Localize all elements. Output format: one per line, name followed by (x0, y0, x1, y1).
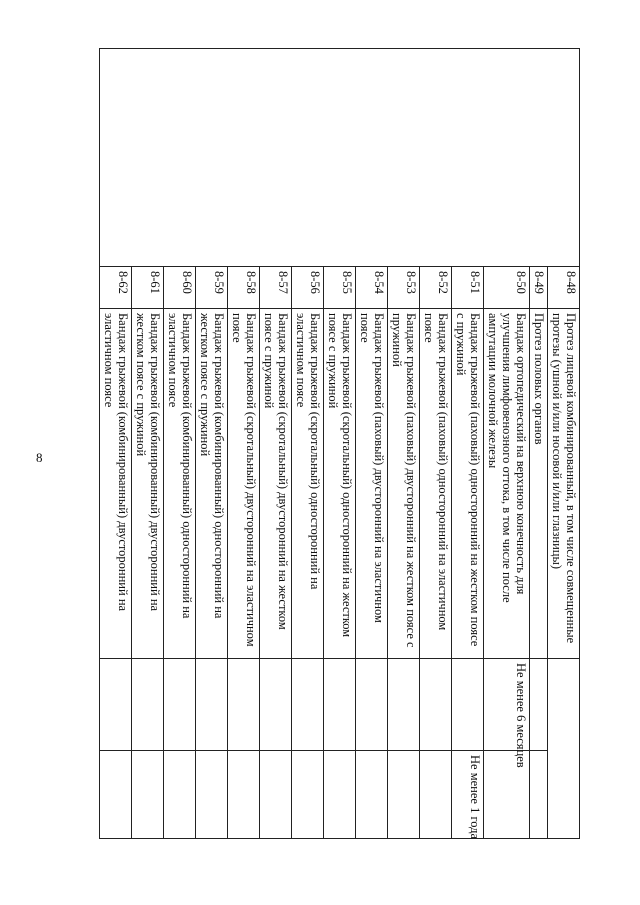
code-cell: 8-59 (196, 267, 228, 309)
code-cell: 8-51 (452, 267, 484, 309)
term-cell (260, 751, 292, 839)
term-cell (388, 751, 420, 839)
term-cell (420, 751, 452, 839)
name-cell: Бандаж грыжевой (скротальный) односторонний на эластичном поясе (292, 309, 324, 659)
term-cell (132, 751, 164, 839)
code-cell: 8-60 (164, 267, 196, 309)
name-cell: Бандаж грыжевой (паховый) односторонний на жестком поясе с пружиной (452, 309, 484, 659)
page-number: 8 (36, 450, 43, 465)
term-cell (388, 659, 420, 751)
term-cell (164, 751, 196, 839)
code-cell: 8-49 (530, 267, 548, 309)
name-cell: Бандаж грыжевой (скротальный) двусторонний на эластичном поясе (228, 309, 260, 659)
code-cell: 8-50 (484, 267, 530, 309)
term-cell (228, 659, 260, 751)
term-cell (132, 659, 164, 751)
code-cell: 8-56 (292, 267, 324, 309)
term-cell (292, 751, 324, 839)
term-cell (196, 659, 228, 751)
term-cell (530, 659, 548, 751)
term-cell (260, 659, 292, 751)
rotated-table-container (56, 48, 580, 838)
term-cell (356, 751, 388, 839)
term-cell (530, 751, 548, 839)
code-cell: 8-55 (324, 267, 356, 309)
code-cell: 8-58 (228, 267, 260, 309)
term-cell (292, 659, 324, 751)
name-cell: Бандаж ортопедический на верхнюю конечность для улучшения лимфовенозного оттока, в том числе после ампутации молочной железы (484, 309, 530, 659)
term-cell (164, 659, 196, 751)
code-cell: 8-54 (356, 267, 388, 309)
term-cell (100, 751, 132, 839)
name-cell: Бандаж грыжевой (комбинированный) односторонний на жестком поясе с пружиной (196, 309, 228, 659)
name-cell: Бандаж грыжевой (паховый) двусторонний на эластичном поясе (356, 309, 388, 659)
name-cell: Бандаж грыжевой (паховый) двусторонний на жестком поясе с пружиной (388, 309, 420, 659)
code-cell: 8-53 (388, 267, 420, 309)
blank-column-cell (100, 49, 580, 267)
term-cell (324, 751, 356, 839)
name-cell: Бандаж грыжевой (скротальный) двусторонний на жестком поясе с пружиной (260, 309, 292, 659)
name-cell: Бандаж грыжевой (комбинированный) односторонний на эластичном поясе (164, 309, 196, 659)
code-cell: 8-52 (420, 267, 452, 309)
devices-table (99, 48, 580, 839)
term-cell-empty (548, 659, 580, 839)
table-row (548, 49, 580, 839)
code-cell: 8-62 (100, 267, 132, 309)
name-cell: Бандаж грыжевой (комбинированный) двусторонний на эластичном поясе (100, 309, 132, 659)
term-cell (452, 659, 484, 751)
name-cell: Протез половых органов (530, 309, 548, 659)
term-cell (228, 751, 260, 839)
term-cell (356, 659, 388, 751)
term-cell (100, 659, 132, 751)
name-cell: Бандаж грыжевой (скротальный) односторонний на жестком поясе с пружиной (324, 309, 356, 659)
term-cell (324, 659, 356, 751)
term-cell: Не менее 1 года (452, 751, 484, 839)
name-cell: Бандаж грыжевой (комбинированный) двусторонний на жестком поясе с пружиной (132, 309, 164, 659)
term-cell: Не менее 6 месяцев (484, 659, 530, 751)
code-cell: 8-48 (548, 267, 580, 309)
name-cell: Бандаж грыжевой (паховый) односторонний на эластичном поясе (420, 309, 452, 659)
name-cell: Протез лицевой комбинированный, в том числе совмещенные протезы (ушной и/или носовой и/или глазницы) (548, 309, 580, 659)
term-cell (196, 751, 228, 839)
term-cell (420, 659, 452, 751)
code-cell: 8-57 (260, 267, 292, 309)
code-cell: 8-61 (132, 267, 164, 309)
